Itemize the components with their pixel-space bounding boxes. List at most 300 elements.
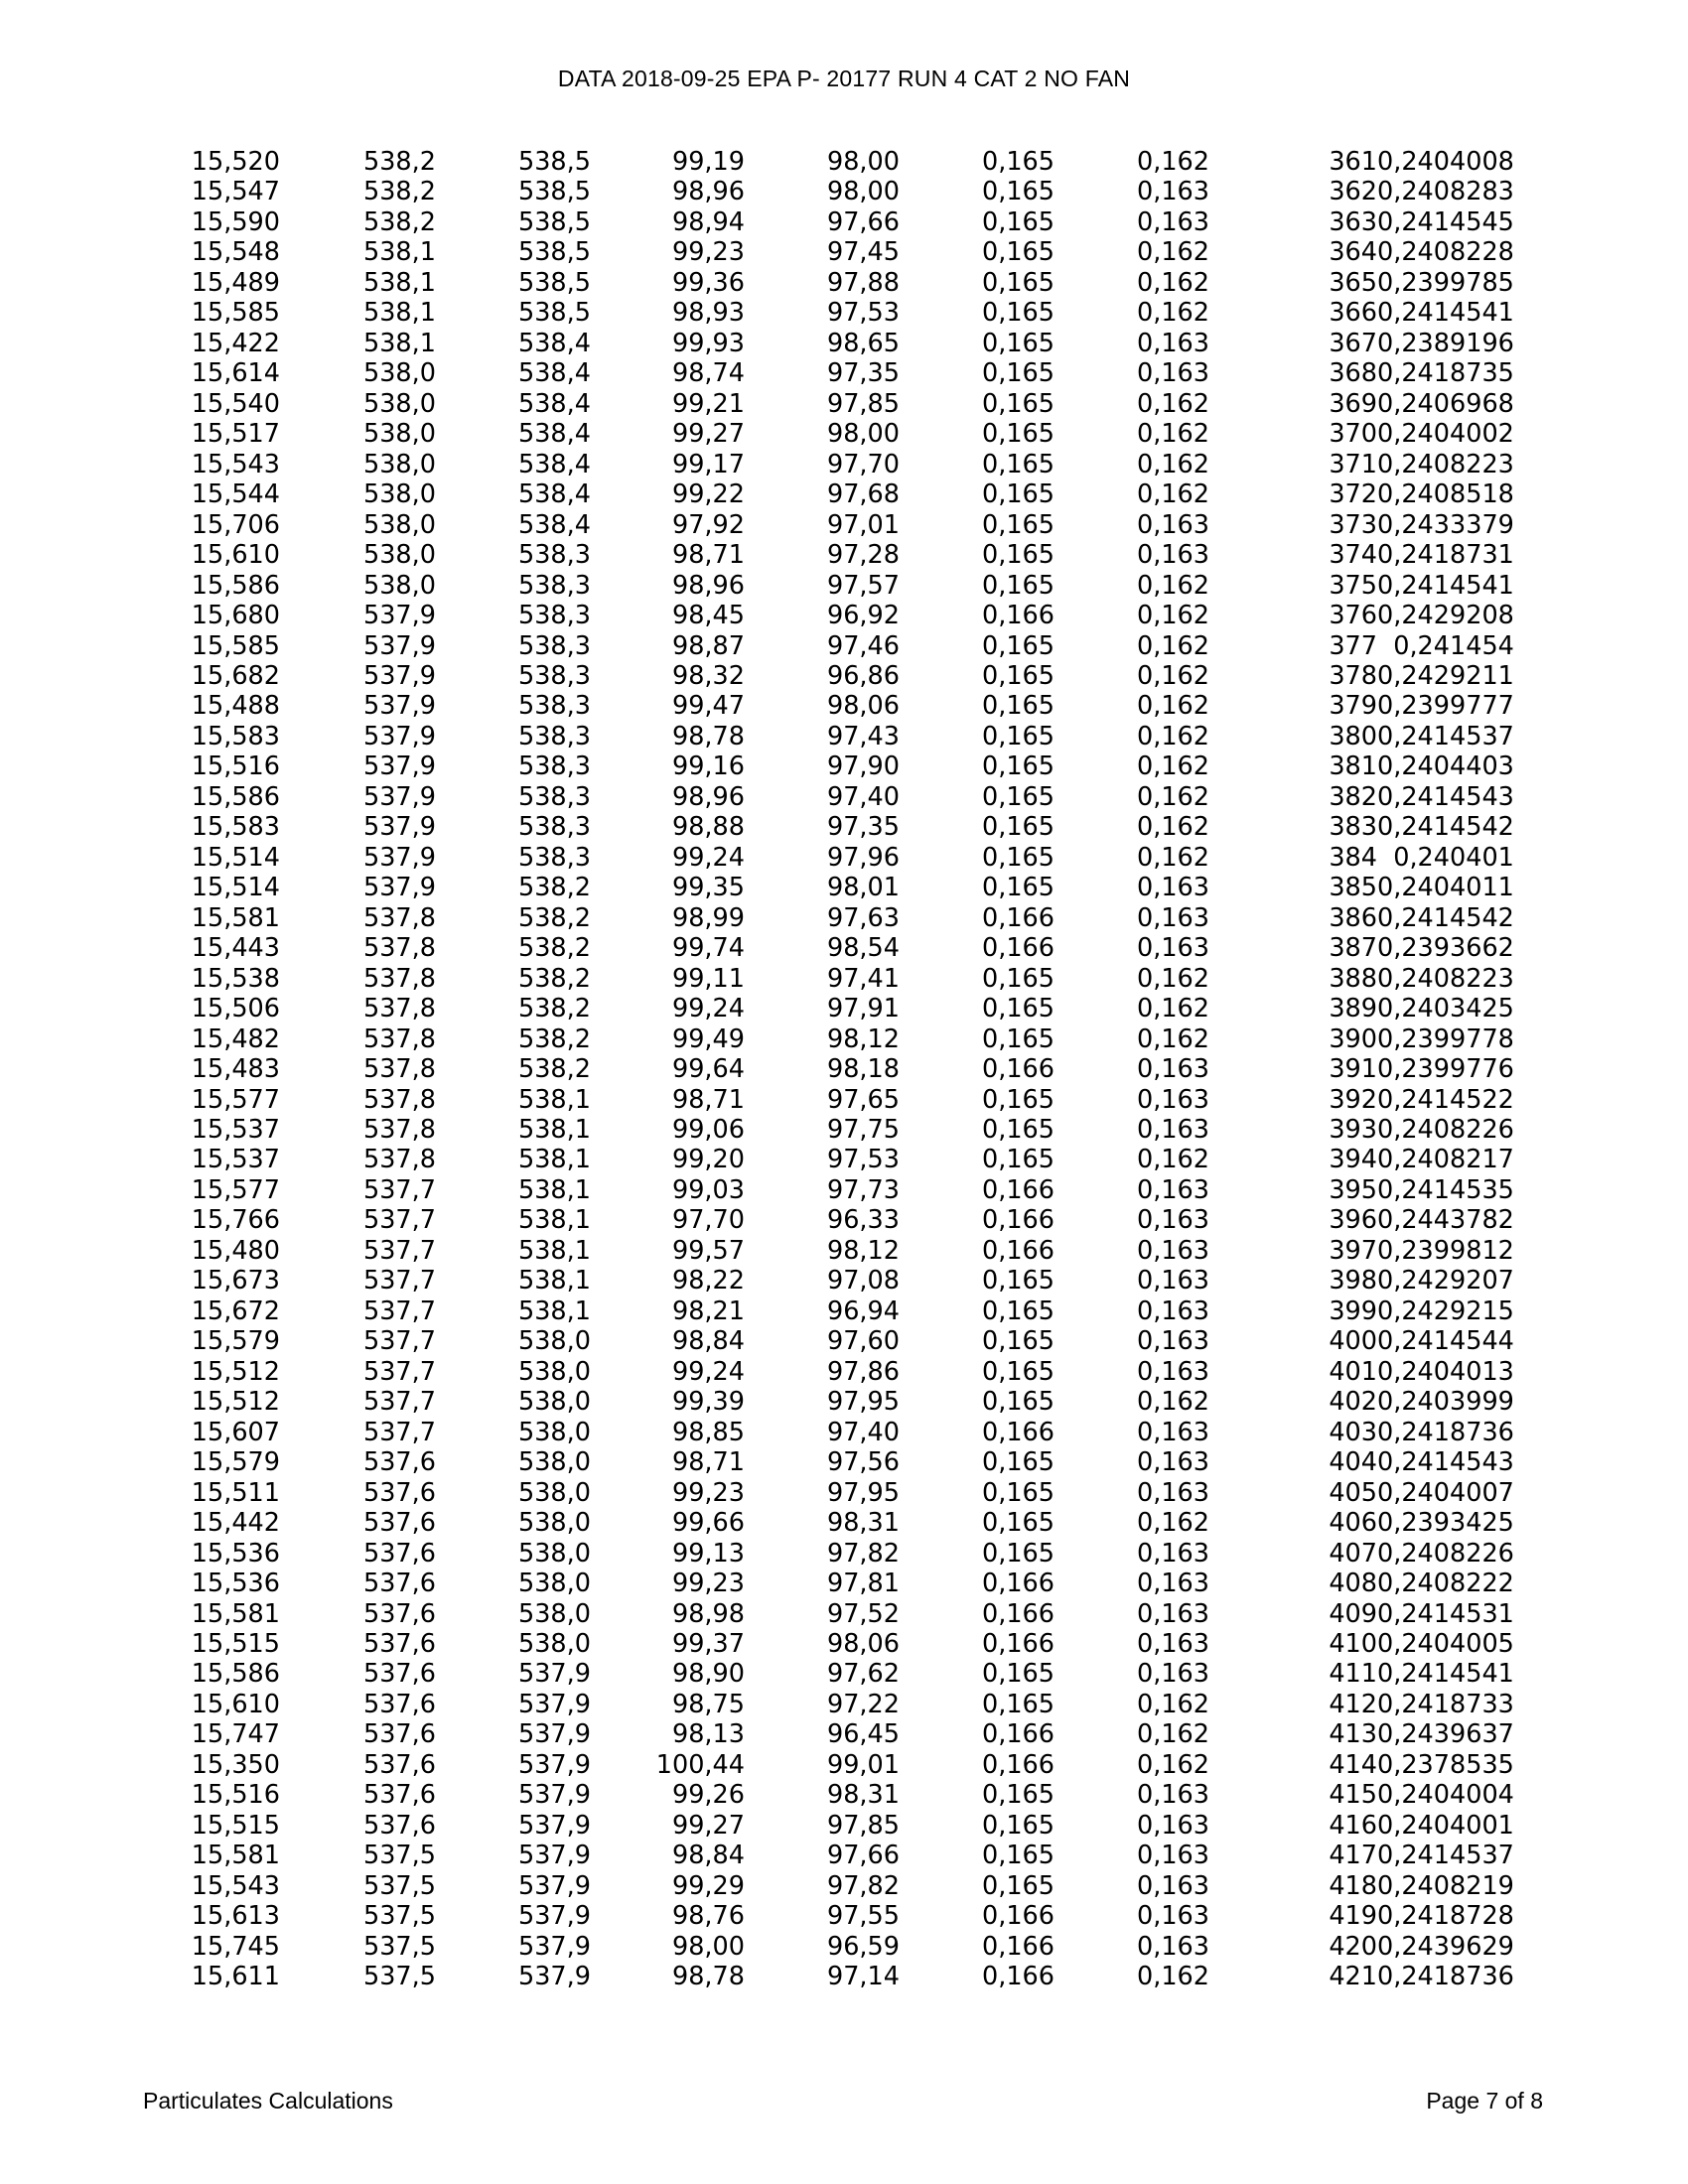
table-cell: 408 bbox=[1329, 1569, 1377, 1599]
table-cell: 537,6 bbox=[362, 1719, 436, 1750]
table-row bbox=[139, 1357, 1514, 1387]
table-cell: 98,96 bbox=[671, 781, 745, 812]
table-cell: 537,6 bbox=[362, 1628, 436, 1659]
table-cell: 99,11 bbox=[671, 963, 745, 994]
table-row bbox=[139, 1508, 1514, 1538]
table-cell: 99,26 bbox=[671, 1780, 745, 1811]
table-cell: 0,2399778 bbox=[1377, 1024, 1514, 1054]
table-row bbox=[139, 1115, 1514, 1145]
table-cell: 0,162 bbox=[1136, 237, 1209, 268]
table-cell: 0,162 bbox=[1136, 751, 1209, 782]
table-cell: 0,163 bbox=[1136, 1115, 1209, 1145]
table-cell: 0,166 bbox=[981, 1235, 1055, 1266]
table-cell: 537,8 bbox=[362, 933, 436, 964]
table-cell: 537,6 bbox=[362, 1477, 436, 1508]
data-table-body bbox=[139, 147, 1514, 1992]
table-cell: 0,163 bbox=[1136, 206, 1209, 237]
table-row bbox=[139, 419, 1514, 449]
table-cell: 97,95 bbox=[826, 1387, 900, 1418]
table-cell: 538,3 bbox=[517, 540, 591, 571]
table-cell: 0,165 bbox=[981, 1447, 1055, 1478]
table-cell: 0,163 bbox=[1136, 1417, 1209, 1447]
table-cell: 99,35 bbox=[671, 873, 745, 903]
table-cell: 0,165 bbox=[981, 540, 1055, 571]
table-cell: 421 bbox=[1329, 1962, 1377, 1992]
table-cell: 98,01 bbox=[826, 873, 900, 903]
table-cell: 365 bbox=[1329, 267, 1377, 298]
table-cell: 537,7 bbox=[362, 1296, 436, 1326]
table-cell: 0,165 bbox=[981, 842, 1055, 873]
table-cell: 15,614 bbox=[191, 358, 280, 389]
table-cell: 537,9 bbox=[362, 812, 436, 843]
table-cell: 98,32 bbox=[671, 660, 745, 691]
table-cell: 0,163 bbox=[1136, 1205, 1209, 1236]
table-cell: 15,747 bbox=[191, 1719, 280, 1750]
table-cell: 15,537 bbox=[191, 1115, 280, 1145]
table-cell: 99,06 bbox=[671, 1115, 745, 1145]
table-cell: 399 bbox=[1329, 1296, 1377, 1326]
table-cell: 0,163 bbox=[1136, 540, 1209, 571]
table-cell: 0,165 bbox=[981, 1115, 1055, 1145]
table-cell: 0,165 bbox=[981, 570, 1055, 601]
table-cell: 387 bbox=[1329, 933, 1377, 964]
table-cell: 97,68 bbox=[826, 479, 900, 510]
table-cell: 97,95 bbox=[826, 1477, 900, 1508]
table-cell: 411 bbox=[1329, 1659, 1377, 1690]
table-cell: 99,24 bbox=[671, 842, 745, 873]
table-cell: 0,163 bbox=[1136, 1901, 1209, 1932]
table-cell: 98,00 bbox=[671, 1931, 745, 1962]
table-cell: 383 bbox=[1329, 812, 1377, 843]
table-cell: 0,163 bbox=[1136, 1841, 1209, 1871]
table-cell: 15,543 bbox=[191, 1870, 280, 1901]
table-row bbox=[139, 1205, 1514, 1235]
table-cell: 15,583 bbox=[191, 721, 280, 751]
table-cell: 97,73 bbox=[826, 1174, 900, 1205]
table-cell: 537,7 bbox=[362, 1174, 436, 1205]
table-cell: 99,20 bbox=[671, 1145, 745, 1175]
data-table bbox=[139, 147, 1514, 1992]
table-cell: 99,24 bbox=[671, 1356, 745, 1387]
table-cell: 537,6 bbox=[362, 1749, 436, 1780]
table-cell: 0,163 bbox=[1136, 1780, 1209, 1811]
table-cell: 0,162 bbox=[1136, 781, 1209, 812]
table-cell: 0,165 bbox=[981, 1538, 1055, 1569]
table-row bbox=[139, 1629, 1514, 1659]
table-cell: 538,0 bbox=[362, 388, 436, 419]
table-cell: 537,6 bbox=[362, 1447, 436, 1478]
table-cell: 0,165 bbox=[981, 1266, 1055, 1297]
table-cell: 0,162 bbox=[1136, 267, 1209, 298]
table-cell: 0,2429207 bbox=[1377, 1266, 1514, 1297]
table-cell: 0,163 bbox=[1136, 1569, 1209, 1599]
table-cell: 98,71 bbox=[671, 540, 745, 571]
table-cell: 537,5 bbox=[362, 1841, 436, 1871]
table-cell: 538,2 bbox=[517, 933, 591, 964]
table-cell: 537,5 bbox=[362, 1931, 436, 1962]
table-cell: 15,583 bbox=[191, 812, 280, 843]
table-cell: 15,581 bbox=[191, 902, 280, 933]
table-cell: 98,93 bbox=[671, 298, 745, 329]
table-cell: 0,162 bbox=[1136, 570, 1209, 601]
table-cell: 15,577 bbox=[191, 1174, 280, 1205]
table-cell: 15,544 bbox=[191, 479, 280, 510]
table-cell: 98,00 bbox=[826, 147, 900, 177]
table-cell: 0,163 bbox=[1136, 902, 1209, 933]
table-cell: 385 bbox=[1329, 873, 1377, 903]
table-cell: 537,9 bbox=[362, 691, 436, 722]
table-cell: 97,45 bbox=[826, 237, 900, 268]
table-cell: 15,516 bbox=[191, 751, 280, 782]
table-cell: 364 bbox=[1329, 237, 1377, 268]
table-cell: 15,680 bbox=[191, 601, 280, 631]
table-cell: 538,3 bbox=[517, 601, 591, 631]
table-cell: 0,162 bbox=[1136, 1024, 1209, 1054]
table-cell: 0,165 bbox=[981, 328, 1055, 358]
table-cell: 15,579 bbox=[191, 1326, 280, 1357]
table-cell: 0,2418735 bbox=[1377, 358, 1514, 389]
table-cell: 97,40 bbox=[826, 781, 900, 812]
table-cell: 538,3 bbox=[517, 812, 591, 843]
table-cell: 0,163 bbox=[1136, 1266, 1209, 1297]
table-cell: 97,82 bbox=[826, 1538, 900, 1569]
table-cell: 97,22 bbox=[826, 1689, 900, 1719]
table-cell: 0,2408518 bbox=[1377, 479, 1514, 510]
table-row bbox=[139, 540, 1514, 570]
table-cell: 15,547 bbox=[191, 177, 280, 207]
table-cell: 537,7 bbox=[362, 1235, 436, 1266]
table-cell: 0,166 bbox=[981, 933, 1055, 964]
table-cell: 538,3 bbox=[517, 570, 591, 601]
table-cell: 99,64 bbox=[671, 1054, 745, 1085]
table-row bbox=[139, 1418, 1514, 1447]
table-cell: 538,1 bbox=[517, 1115, 591, 1145]
table-cell: 538,3 bbox=[517, 660, 591, 691]
table-row bbox=[139, 1024, 1514, 1054]
table-cell: 392 bbox=[1329, 1084, 1377, 1115]
table-cell: 0,165 bbox=[981, 267, 1055, 298]
table-cell: 538,1 bbox=[517, 1145, 591, 1175]
table-cell: 99,21 bbox=[671, 388, 745, 419]
table-cell: 0,2414531 bbox=[1377, 1598, 1514, 1629]
table-row bbox=[139, 1175, 1514, 1205]
table-cell: 0,2414537 bbox=[1377, 1841, 1514, 1871]
table-cell: 15,489 bbox=[191, 267, 280, 298]
table-cell: 0,163 bbox=[1136, 1931, 1209, 1962]
table-cell: 98,78 bbox=[671, 1962, 745, 1992]
table-cell: 363 bbox=[1329, 206, 1377, 237]
table-cell: 15,538 bbox=[191, 963, 280, 994]
table-cell: 0,162 bbox=[1136, 842, 1209, 873]
table-cell: 99,37 bbox=[671, 1628, 745, 1659]
table-cell: 538,3 bbox=[517, 842, 591, 873]
table-cell: 538,1 bbox=[517, 1296, 591, 1326]
table-cell: 0,163 bbox=[1136, 933, 1209, 964]
table-cell: 0,165 bbox=[981, 963, 1055, 994]
table-cell: 378 bbox=[1329, 660, 1377, 691]
table-cell: 0,2414542 bbox=[1377, 902, 1514, 933]
table-cell: 97,81 bbox=[826, 1569, 900, 1599]
table-cell: 0,2433379 bbox=[1377, 509, 1514, 540]
table-cell: 97,85 bbox=[826, 388, 900, 419]
table-cell: 15,443 bbox=[191, 933, 280, 964]
table-cell: 98,21 bbox=[671, 1296, 745, 1326]
table-cell: 538,5 bbox=[517, 147, 591, 177]
footer-document-title: Particulates Calculations bbox=[143, 2088, 393, 2114]
table-cell: 99,57 bbox=[671, 1235, 745, 1266]
table-cell: 377 bbox=[1329, 630, 1377, 661]
table-cell: 0,162 bbox=[1136, 1749, 1209, 1780]
table-row bbox=[139, 450, 1514, 479]
table-cell: 97,63 bbox=[826, 902, 900, 933]
table-cell: 0,165 bbox=[981, 1326, 1055, 1357]
table-cell: 0,162 bbox=[1136, 298, 1209, 329]
table-cell: 538,5 bbox=[517, 267, 591, 298]
table-cell: 368 bbox=[1329, 358, 1377, 389]
table-cell: 538,1 bbox=[517, 1266, 591, 1297]
table-cell: 361 bbox=[1329, 147, 1377, 177]
table-cell: 97,91 bbox=[826, 994, 900, 1024]
table-cell: 538,4 bbox=[517, 358, 591, 389]
table-cell: 0,166 bbox=[981, 1598, 1055, 1629]
table-cell: 0,165 bbox=[981, 1387, 1055, 1418]
table-cell: 0,166 bbox=[981, 1749, 1055, 1780]
table-cell: 0,2429211 bbox=[1377, 660, 1514, 691]
table-cell: 0,2378535 bbox=[1377, 1749, 1514, 1780]
table-cell: 0,166 bbox=[981, 1174, 1055, 1205]
table-cell: 0,166 bbox=[981, 1417, 1055, 1447]
table-cell: 99,74 bbox=[671, 933, 745, 964]
table-cell: 15,514 bbox=[191, 842, 280, 873]
table-cell: 15,745 bbox=[191, 1931, 280, 1962]
table-cell: 0,162 bbox=[1136, 812, 1209, 843]
table-cell: 98,18 bbox=[826, 1054, 900, 1085]
table-cell: 98,96 bbox=[671, 177, 745, 207]
table-cell: 0,162 bbox=[1136, 660, 1209, 691]
table-row bbox=[139, 1811, 1514, 1841]
table-cell: 0,165 bbox=[981, 237, 1055, 268]
table-cell: 15,672 bbox=[191, 1296, 280, 1326]
table-cell: 99,23 bbox=[671, 1569, 745, 1599]
table-cell: 393 bbox=[1329, 1115, 1377, 1145]
table-cell: 0,165 bbox=[981, 1870, 1055, 1901]
table-cell: 538,2 bbox=[362, 177, 436, 207]
table-cell: 98,71 bbox=[671, 1084, 745, 1115]
table-cell: 15,536 bbox=[191, 1538, 280, 1569]
table-cell: 0,2418731 bbox=[1377, 540, 1514, 571]
table-cell: 0,165 bbox=[981, 1084, 1055, 1115]
table-cell: 537,8 bbox=[362, 994, 436, 1024]
table-cell: 0,165 bbox=[981, 660, 1055, 691]
table-cell: 0,2404403 bbox=[1377, 751, 1514, 782]
table-cell: 0,165 bbox=[981, 781, 1055, 812]
table-cell: 537,6 bbox=[362, 1508, 436, 1539]
table-cell: 98,31 bbox=[826, 1508, 900, 1539]
table-row bbox=[139, 1841, 1514, 1870]
table-cell: 98,00 bbox=[826, 419, 900, 450]
table-cell: 402 bbox=[1329, 1387, 1377, 1418]
table-cell: 538,0 bbox=[362, 449, 436, 479]
table-cell: 376 bbox=[1329, 601, 1377, 631]
table-cell: 0,166 bbox=[981, 1628, 1055, 1659]
table-row bbox=[139, 722, 1514, 751]
table-cell: 15,613 bbox=[191, 1901, 280, 1932]
table-cell: 0,165 bbox=[981, 147, 1055, 177]
table-cell: 15,586 bbox=[191, 1659, 280, 1690]
table-cell: 538,0 bbox=[362, 419, 436, 450]
table-cell: 538,5 bbox=[517, 206, 591, 237]
table-cell: 0,163 bbox=[1136, 1659, 1209, 1690]
table-cell: 537,5 bbox=[362, 1901, 436, 1932]
table-cell: 99,27 bbox=[671, 1810, 745, 1841]
table-cell: 0,165 bbox=[981, 1780, 1055, 1811]
table-cell: 98,84 bbox=[671, 1841, 745, 1871]
table-cell: 15,682 bbox=[191, 660, 280, 691]
table-cell: 15,610 bbox=[191, 540, 280, 571]
table-cell: 0,2404007 bbox=[1377, 1477, 1514, 1508]
table-cell: 0,2404008 bbox=[1377, 147, 1514, 177]
table-cell: 372 bbox=[1329, 479, 1377, 510]
table-cell: 15,586 bbox=[191, 781, 280, 812]
table-cell: 0,166 bbox=[981, 1901, 1055, 1932]
table-cell: 0,163 bbox=[1136, 1235, 1209, 1266]
table-cell: 537,7 bbox=[362, 1356, 436, 1387]
table-cell: 15,548 bbox=[191, 237, 280, 268]
table-cell: 0,166 bbox=[981, 601, 1055, 631]
table-cell: 98,22 bbox=[671, 1266, 745, 1297]
table-row bbox=[139, 1871, 1514, 1901]
table-cell: 0,165 bbox=[981, 1296, 1055, 1326]
table-cell: 537,9 bbox=[517, 1962, 591, 1992]
table-cell: 0,163 bbox=[1136, 1296, 1209, 1326]
table-row bbox=[139, 358, 1514, 388]
table-cell: 382 bbox=[1329, 781, 1377, 812]
table-row bbox=[139, 1599, 1514, 1629]
table-cell: 537,8 bbox=[362, 1054, 436, 1085]
table-cell: 99,01 bbox=[826, 1749, 900, 1780]
table-cell: 538,4 bbox=[517, 449, 591, 479]
table-cell: 537,7 bbox=[362, 1387, 436, 1418]
table-cell: 537,9 bbox=[517, 1810, 591, 1841]
table-cell: 0,2429208 bbox=[1377, 601, 1514, 631]
table-cell: 0,165 bbox=[981, 721, 1055, 751]
table-cell: 537,7 bbox=[362, 1205, 436, 1236]
table-cell: 0,165 bbox=[981, 630, 1055, 661]
table-cell: 0,2408226 bbox=[1377, 1115, 1514, 1145]
table-cell: 97,92 bbox=[671, 509, 745, 540]
table-cell: 0,2418728 bbox=[1377, 1901, 1514, 1932]
table-cell: 0,165 bbox=[981, 994, 1055, 1024]
table-cell: 99,22 bbox=[671, 479, 745, 510]
table-cell: 413 bbox=[1329, 1719, 1377, 1750]
table-cell: 0,163 bbox=[1136, 177, 1209, 207]
table-cell: 369 bbox=[1329, 388, 1377, 419]
table-cell: 0,2414543 bbox=[1377, 781, 1514, 812]
table-cell: 406 bbox=[1329, 1508, 1377, 1539]
table-cell: 538,2 bbox=[517, 1054, 591, 1085]
table-row bbox=[139, 1478, 1514, 1508]
table-cell: 415 bbox=[1329, 1780, 1377, 1811]
table-cell: 0,162 bbox=[1136, 1387, 1209, 1418]
table-cell: 537,5 bbox=[362, 1870, 436, 1901]
table-cell: 367 bbox=[1329, 328, 1377, 358]
table-row bbox=[139, 1962, 1514, 1991]
table-cell: 390 bbox=[1329, 1024, 1377, 1054]
table-cell: 0,163 bbox=[1136, 509, 1209, 540]
table-cell: 99,19 bbox=[671, 147, 745, 177]
table-cell: 0,165 bbox=[981, 1356, 1055, 1387]
table-cell: 537,9 bbox=[362, 721, 436, 751]
table-cell: 398 bbox=[1329, 1266, 1377, 1297]
table-row bbox=[139, 237, 1514, 267]
table-cell: 537,6 bbox=[362, 1780, 436, 1811]
table-cell: 0,2408283 bbox=[1377, 177, 1514, 207]
table-cell: 394 bbox=[1329, 1145, 1377, 1175]
table-cell: 98,98 bbox=[671, 1598, 745, 1629]
table-cell: 537,9 bbox=[517, 1931, 591, 1962]
table-cell: 15,579 bbox=[191, 1447, 280, 1478]
table-cell: 15,540 bbox=[191, 388, 280, 419]
table-cell: 537,9 bbox=[517, 1841, 591, 1871]
table-row bbox=[139, 964, 1514, 994]
table-cell: 0,165 bbox=[981, 1689, 1055, 1719]
table-cell: 537,6 bbox=[362, 1810, 436, 1841]
table-cell: 100,44 bbox=[655, 1749, 745, 1780]
table-cell: 537,6 bbox=[362, 1569, 436, 1599]
table-cell: 15,488 bbox=[191, 691, 280, 722]
table-cell: 0,165 bbox=[981, 358, 1055, 389]
table-cell: 0,162 bbox=[1136, 1719, 1209, 1750]
table-row bbox=[139, 631, 1514, 661]
table-cell: 0,2393662 bbox=[1377, 933, 1514, 964]
table-cell: 99,36 bbox=[671, 267, 745, 298]
table-cell: 537,9 bbox=[517, 1659, 591, 1690]
table-cell: 99,23 bbox=[671, 237, 745, 268]
table-cell: 15,422 bbox=[191, 328, 280, 358]
table-cell: 97,65 bbox=[826, 1084, 900, 1115]
table-cell: 15,590 bbox=[191, 206, 280, 237]
table-cell: 0,2408228 bbox=[1377, 237, 1514, 268]
table-cell: 15,480 bbox=[191, 1235, 280, 1266]
table-cell: 99,03 bbox=[671, 1174, 745, 1205]
table-cell: 0,165 bbox=[981, 1810, 1055, 1841]
table-cell: 0,166 bbox=[981, 1931, 1055, 1962]
table-cell: 15,483 bbox=[191, 1054, 280, 1085]
table-cell: 379 bbox=[1329, 691, 1377, 722]
table-cell: 409 bbox=[1329, 1598, 1377, 1629]
table-cell: 0,2399776 bbox=[1377, 1054, 1514, 1085]
table-cell: 0,166 bbox=[981, 1054, 1055, 1085]
table-cell: 0,162 bbox=[1136, 388, 1209, 419]
table-cell: 96,33 bbox=[826, 1205, 900, 1236]
table-cell: 98,54 bbox=[826, 933, 900, 964]
table-cell: 15,585 bbox=[191, 630, 280, 661]
table-cell: 98,94 bbox=[671, 206, 745, 237]
table-cell: 0,2418733 bbox=[1377, 1689, 1514, 1719]
table-cell: 0,2414541 bbox=[1377, 298, 1514, 329]
table-cell: 15,577 bbox=[191, 1084, 280, 1115]
table-cell: 97,90 bbox=[826, 751, 900, 782]
table-row bbox=[139, 873, 1514, 902]
table-cell: 0,165 bbox=[981, 1145, 1055, 1175]
table-cell: 97,88 bbox=[826, 267, 900, 298]
table-cell: 0,2399785 bbox=[1377, 267, 1514, 298]
table-cell: 15,706 bbox=[191, 509, 280, 540]
table-cell: 538,4 bbox=[517, 509, 591, 540]
table-cell: 538,3 bbox=[517, 721, 591, 751]
table-cell: 97,86 bbox=[826, 1356, 900, 1387]
table-cell: 537,6 bbox=[362, 1598, 436, 1629]
